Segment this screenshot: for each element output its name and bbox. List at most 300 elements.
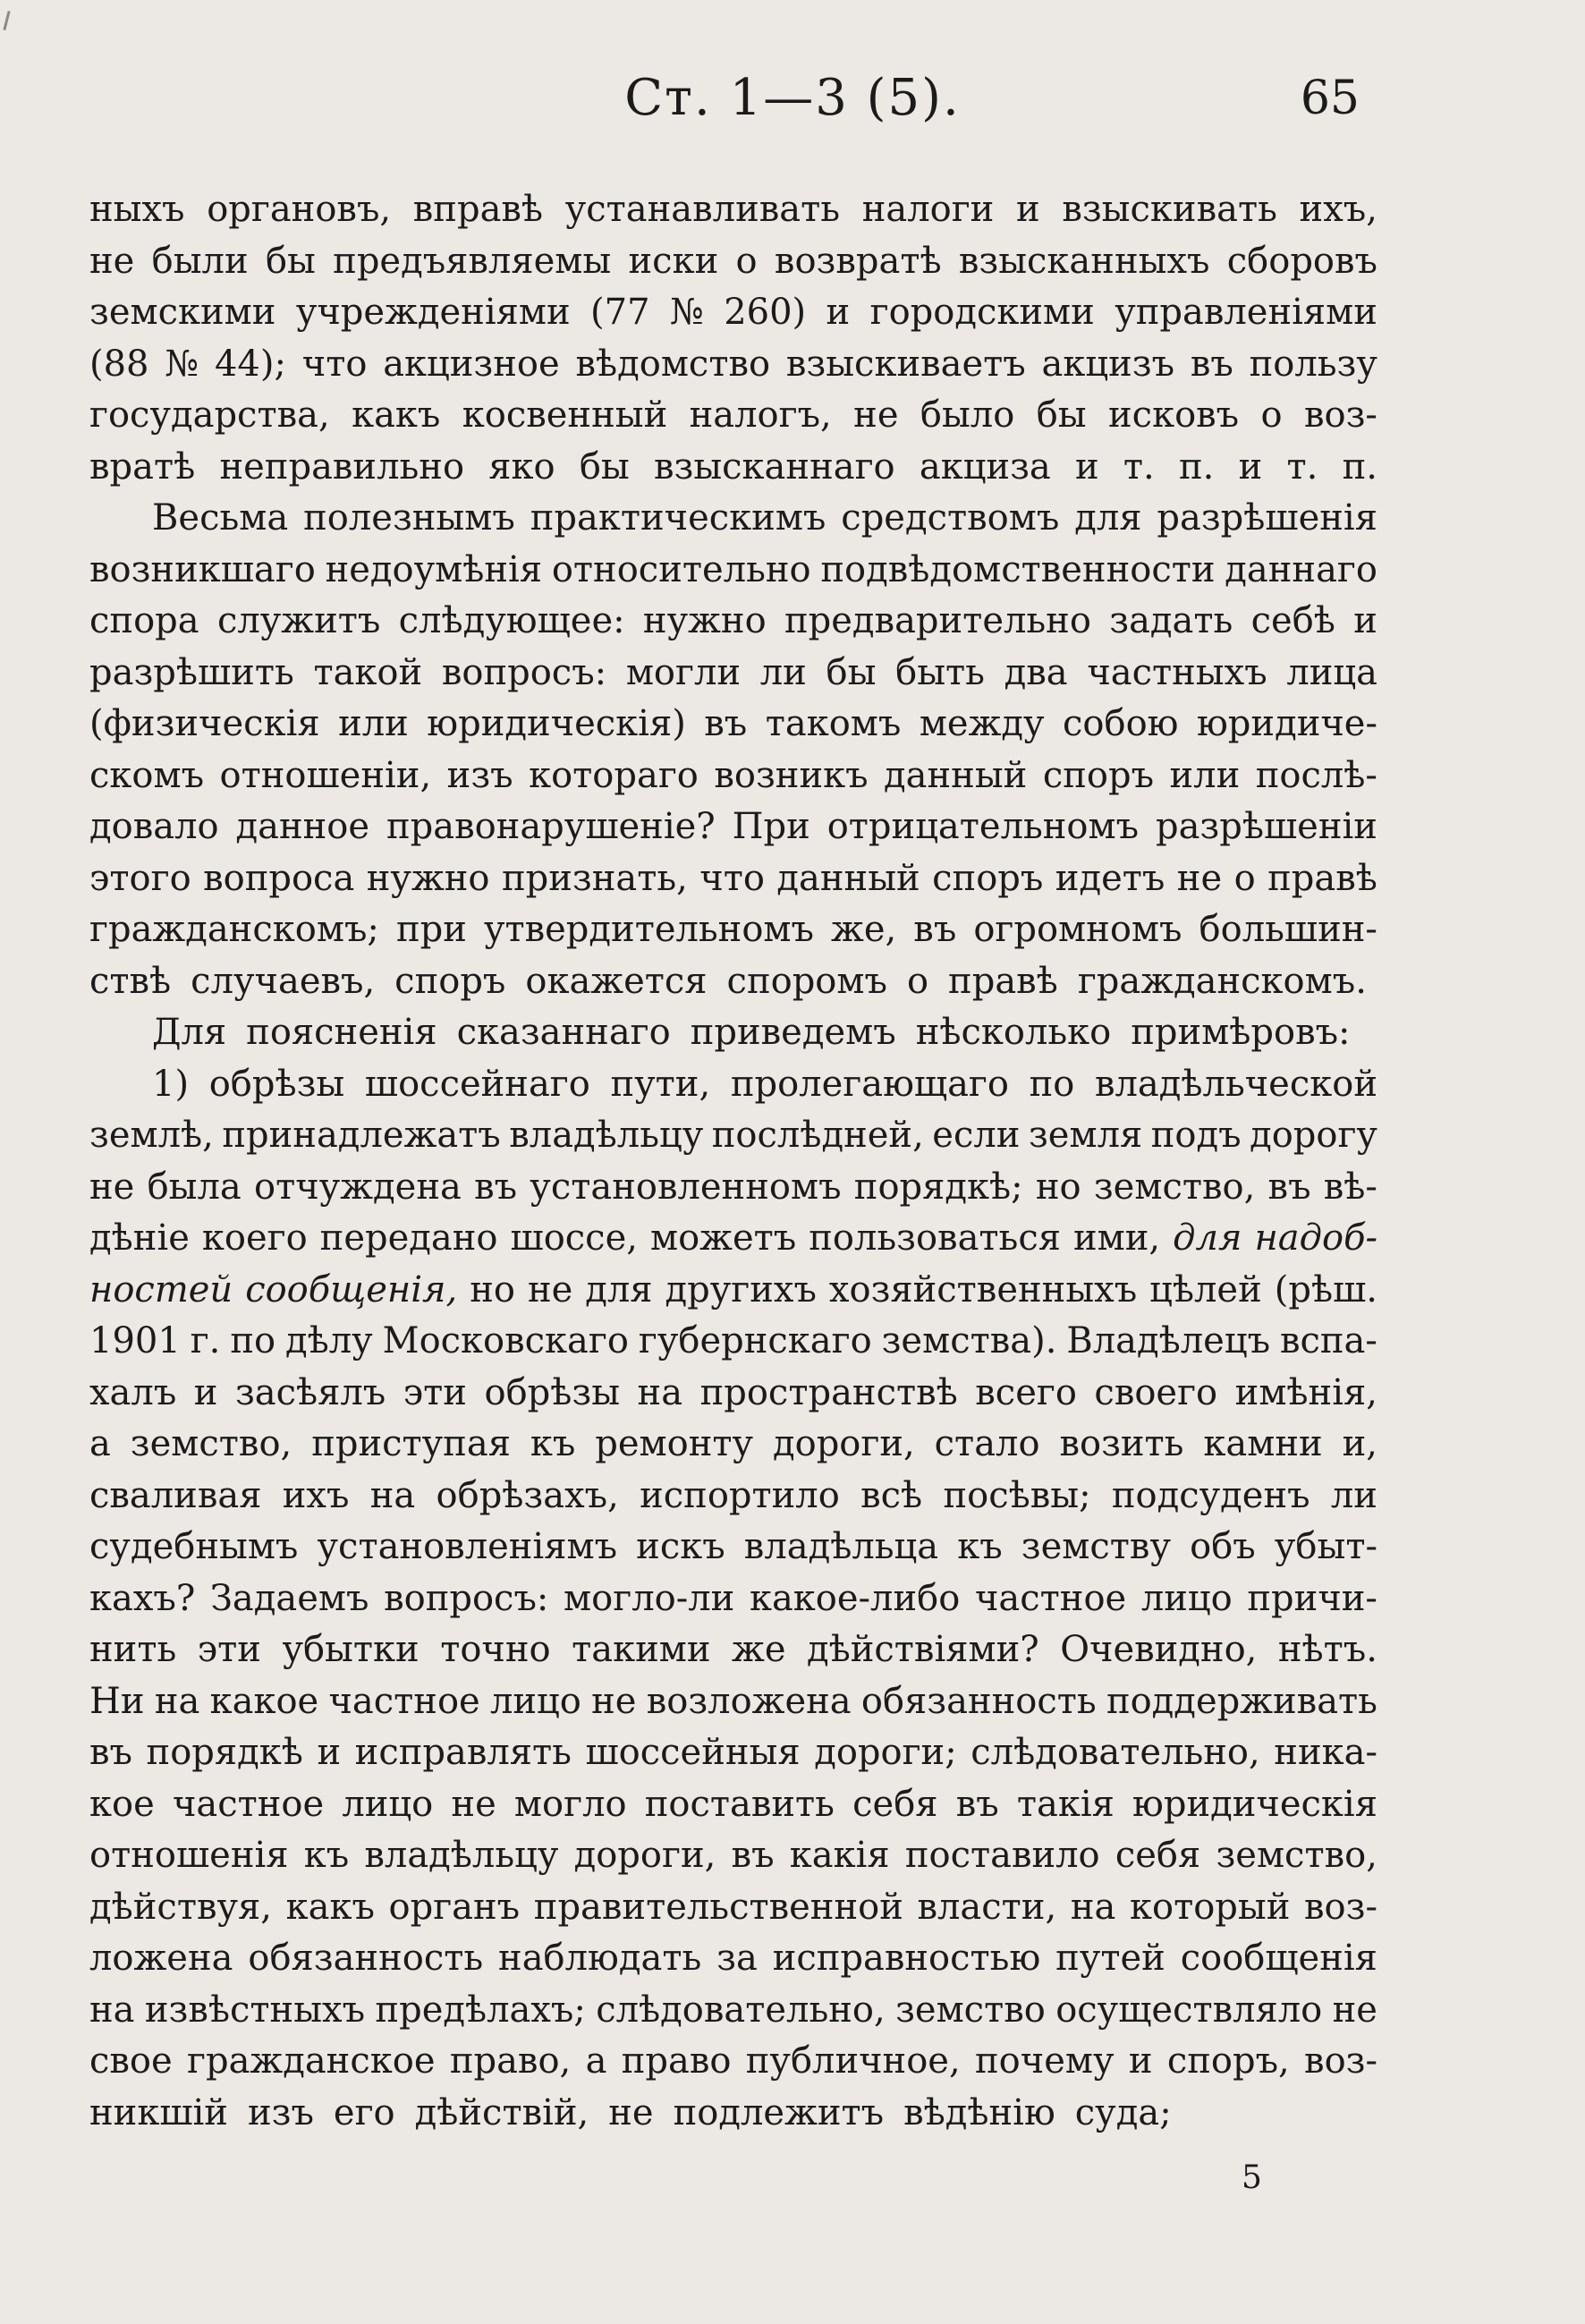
- word: на: [89, 1989, 135, 2031]
- word: установленномъ: [530, 1166, 842, 1208]
- word: какъ: [352, 394, 441, 436]
- word: не: [1332, 1989, 1377, 2031]
- text-line: [89, 1676, 1377, 1728]
- word: не: [1176, 857, 1223, 899]
- word: земство,: [130, 1423, 292, 1464]
- word: причи-: [1247, 1577, 1377, 1619]
- word: осуществляло: [1055, 1989, 1323, 2031]
- text-line: [89, 545, 1377, 597]
- word: косвенный: [462, 394, 668, 436]
- word: и: [826, 292, 851, 333]
- word: для: [1173, 1217, 1242, 1259]
- word: юридическія: [1132, 1783, 1377, 1825]
- word: вопроса: [203, 857, 355, 899]
- word: можетъ: [649, 1217, 797, 1259]
- word: разрѣшить: [89, 651, 294, 693]
- text-line: [89, 184, 1377, 236]
- word: бы: [265, 240, 316, 282]
- word: городскими: [869, 292, 1095, 333]
- word: акцизное: [383, 343, 560, 385]
- word: окажется: [525, 960, 708, 1002]
- word: дѣлу: [284, 1320, 373, 1361]
- word: данное: [235, 806, 370, 847]
- word: При: [732, 806, 810, 847]
- word: котораго: [529, 754, 699, 796]
- word: случаевъ,: [191, 960, 376, 1002]
- text-line: [89, 596, 1377, 648]
- word: его: [333, 2091, 395, 2133]
- word: разрѣшенія: [1157, 497, 1377, 539]
- word: служитъ: [216, 600, 381, 641]
- word: воз-: [1304, 1886, 1377, 1928]
- text-line: [89, 1059, 1377, 1111]
- word: вратѣ: [89, 445, 196, 488]
- word: взыскивать: [1062, 189, 1277, 230]
- text-line: [89, 751, 1377, 802]
- word: кое: [89, 1783, 155, 1825]
- word: ремонту: [595, 1423, 754, 1464]
- text-line: [89, 1573, 1377, 1625]
- word: какъ: [285, 1886, 375, 1928]
- word: пользоваться: [809, 1217, 1061, 1259]
- word: въ: [474, 1166, 518, 1208]
- word: если: [932, 1115, 1021, 1156]
- word: сказаннаго: [456, 1012, 671, 1053]
- word: споръ: [394, 960, 506, 1002]
- word: управленіями: [1115, 292, 1377, 333]
- word: данный: [884, 754, 1028, 796]
- word: шоссейнаго: [364, 1063, 590, 1105]
- word: такія: [1016, 1783, 1115, 1825]
- word: яко: [488, 445, 555, 488]
- word: данный: [776, 857, 920, 899]
- word: въ: [1190, 343, 1233, 385]
- text-line: [89, 1316, 1377, 1368]
- word: судебнымъ: [89, 1526, 299, 1567]
- word: предѣлахъ;: [375, 1989, 586, 2031]
- word: точно: [440, 1629, 551, 1670]
- word: земство,: [1093, 1166, 1256, 1208]
- word: ихъ,: [1299, 189, 1377, 230]
- text-line: [89, 1162, 1377, 1214]
- word: 1901: [89, 1320, 181, 1361]
- word: бы: [826, 651, 877, 693]
- word: гражданскомъ.: [1077, 960, 1367, 1002]
- word: и: [1016, 189, 1040, 230]
- word: въ: [1267, 1166, 1311, 1208]
- word: нить: [89, 1629, 177, 1670]
- word: сообщенія: [1180, 1938, 1377, 1979]
- word: дѣйствіями?: [806, 1629, 1039, 1670]
- word: путей: [1055, 1938, 1165, 1979]
- word: ныхъ: [89, 189, 185, 230]
- word: всего: [975, 1371, 1077, 1413]
- word: не: [451, 1783, 496, 1825]
- word: и: [193, 1371, 218, 1413]
- word: земство: [895, 1989, 1046, 2031]
- word: земства).: [881, 1320, 1057, 1361]
- word: но: [1035, 1166, 1081, 1208]
- word: подсуденъ: [1111, 1474, 1310, 1516]
- word: въ: [913, 909, 957, 950]
- word: обрѣзы: [484, 1371, 621, 1413]
- word: скомъ: [89, 754, 205, 796]
- word: юридическія): [427, 703, 686, 744]
- word: взысканныхъ: [958, 240, 1210, 282]
- word: лицо: [1140, 1577, 1233, 1619]
- word: налоги: [861, 189, 995, 230]
- word: этого: [89, 857, 191, 899]
- word: что: [699, 857, 765, 899]
- paper-speck: [3, 11, 10, 30]
- word: (77: [590, 292, 650, 333]
- word: т.: [1123, 445, 1155, 488]
- word: посѣвы;: [943, 1474, 1091, 1516]
- word: послѣ-: [1255, 754, 1377, 796]
- text-line: [89, 1213, 1377, 1265]
- word: (рѣш.: [1274, 1268, 1377, 1310]
- word: но: [470, 1268, 515, 1310]
- word: пространствѣ: [699, 1371, 958, 1413]
- word: пролегающаго: [730, 1063, 1009, 1105]
- word: не: [89, 1166, 135, 1208]
- word: цѣлей: [1149, 1268, 1262, 1310]
- word: быть: [895, 651, 985, 693]
- word: вѣдомство: [575, 343, 771, 385]
- word: о: [1233, 857, 1256, 899]
- word: относительно: [551, 548, 811, 590]
- word: большин-: [1199, 909, 1377, 950]
- word: сборовъ: [1226, 240, 1377, 282]
- word: публичное,: [745, 2040, 961, 2082]
- word: 260): [724, 292, 807, 333]
- word: такими: [572, 1629, 711, 1670]
- word: ложена: [89, 1938, 233, 1979]
- text-line: [89, 1933, 1377, 1985]
- word: Московскаго: [382, 1320, 629, 1361]
- word: коего: [201, 1217, 308, 1259]
- word: по: [1029, 1063, 1075, 1105]
- word: п.: [1342, 445, 1377, 488]
- word: вѣдѣнію: [903, 2091, 1055, 2133]
- word: какое-либо: [749, 1577, 961, 1619]
- text-line: [89, 1882, 1377, 1934]
- word: камни: [1203, 1423, 1323, 1464]
- text-line: [89, 648, 1377, 700]
- word: принадлежатъ: [222, 1115, 501, 1156]
- word: споръ,: [1166, 2040, 1290, 2082]
- word: Владѣлецъ: [1066, 1320, 1271, 1361]
- word: подъ: [1150, 1115, 1242, 1156]
- word: и: [1238, 445, 1263, 488]
- text-line: [89, 1419, 1377, 1471]
- word: что: [301, 343, 368, 385]
- word: могло: [513, 1783, 627, 1825]
- word: поддерживать: [1106, 1680, 1377, 1722]
- word: вопросъ:: [384, 1577, 549, 1619]
- text-line: [89, 2088, 1377, 2140]
- word: ника-: [1274, 1732, 1377, 1773]
- word: на: [369, 1474, 416, 1516]
- word: или: [1169, 754, 1241, 796]
- word: подвѣдомственности: [820, 548, 1216, 590]
- text-line: [89, 1368, 1377, 1420]
- word: суда;: [1074, 2091, 1172, 2133]
- text-line: [89, 699, 1377, 751]
- word: неправильно: [219, 445, 465, 488]
- word: 1): [152, 1063, 190, 1105]
- word: возникшаго: [89, 548, 316, 590]
- word: къ: [530, 1423, 576, 1464]
- word: земскими: [89, 292, 276, 333]
- word: №: [669, 292, 704, 333]
- word: нужно: [642, 600, 767, 641]
- word: ихъ: [282, 1474, 350, 1516]
- word: исправностью: [772, 1938, 1041, 1979]
- word: убыт-: [1274, 1526, 1377, 1567]
- word: такой: [313, 651, 423, 693]
- word: разрѣшеніи: [1155, 806, 1377, 847]
- word: ли: [1330, 1474, 1377, 1516]
- word: взыскиваетъ: [785, 343, 1026, 385]
- text-line: [89, 1007, 1377, 1059]
- page-number: 65: [1300, 72, 1360, 125]
- word: дороги;: [814, 1732, 957, 1773]
- word: же,: [831, 909, 897, 950]
- word: шоссейныя: [585, 1732, 801, 1773]
- word: налогъ,: [689, 394, 832, 436]
- word: правонарушеніе?: [386, 806, 716, 847]
- word: частное: [328, 1680, 480, 1722]
- word: практическимъ: [530, 497, 826, 539]
- word: не: [853, 394, 899, 436]
- word: порядкѣ;: [853, 1166, 1023, 1208]
- word: въ: [704, 703, 748, 744]
- word: халъ: [89, 1371, 177, 1413]
- word: собою: [1063, 703, 1179, 744]
- word: хозяйственныхъ: [828, 1268, 1138, 1310]
- word: и: [317, 1732, 342, 1773]
- word: №: [165, 343, 199, 385]
- word: о: [1260, 394, 1283, 436]
- word: пользу: [1249, 343, 1377, 385]
- word: вспа-: [1279, 1320, 1377, 1361]
- word: себя: [1115, 1835, 1201, 1876]
- text-line: [89, 1830, 1377, 1882]
- word: такомъ: [765, 703, 902, 744]
- word: т.: [1286, 445, 1318, 488]
- body-text: [89, 184, 1377, 2139]
- word: же: [732, 1629, 786, 1670]
- word: приведемъ: [690, 1012, 896, 1053]
- word: вопросъ:: [441, 651, 607, 693]
- word: г.: [190, 1320, 221, 1361]
- word: землѣ,: [89, 1115, 214, 1156]
- word: была: [147, 1166, 242, 1208]
- word: средствомъ: [841, 497, 1060, 539]
- word: владѣльцу: [509, 1115, 704, 1156]
- word: споромъ: [726, 960, 887, 1002]
- word: возложена: [646, 1680, 852, 1722]
- word: право: [621, 2040, 732, 2082]
- word: акцизъ: [1041, 343, 1175, 385]
- word: слѣдовательно,: [970, 1732, 1260, 1773]
- word: вѣ-: [1323, 1166, 1377, 1208]
- word: отношенія: [89, 1835, 289, 1876]
- word: ими,: [1072, 1217, 1161, 1259]
- text-line: [89, 853, 1377, 905]
- word: никшій: [89, 2091, 228, 2133]
- word: земству: [1021, 1526, 1171, 1567]
- word: или: [338, 703, 409, 744]
- text-line: [89, 1779, 1377, 1831]
- word: отрицательномъ: [826, 806, 1140, 847]
- word: право,: [449, 2040, 572, 2082]
- word: исковъ: [1108, 394, 1240, 436]
- word: идетъ: [1055, 857, 1165, 899]
- word: органъ: [388, 1886, 521, 1928]
- signature-mark: 5: [1242, 2159, 1262, 2196]
- word: почему: [975, 2040, 1115, 2082]
- word: правѣ: [948, 960, 1058, 1002]
- text-line: [89, 236, 1377, 288]
- text-line: [89, 956, 1377, 1008]
- word: могли: [625, 651, 742, 693]
- word: дорогу: [1250, 1115, 1377, 1156]
- text-line: [89, 904, 1377, 956]
- word: объ: [1190, 1526, 1256, 1567]
- word: о: [906, 960, 929, 1002]
- word: поставило: [904, 1835, 1100, 1876]
- word: стало: [934, 1423, 1040, 1464]
- word: органовъ,: [207, 189, 392, 230]
- word: гражданское: [187, 2040, 436, 2082]
- word: поставить: [644, 1783, 835, 1825]
- word: установленіямъ: [317, 1526, 618, 1567]
- word: приступая: [311, 1423, 511, 1464]
- text-line: [89, 1985, 1377, 2037]
- word: могло-ли: [564, 1577, 735, 1619]
- word: пути,: [610, 1063, 711, 1105]
- word: примѣровъ:: [1131, 1012, 1351, 1053]
- word: эти: [403, 1371, 467, 1413]
- word: дѣйствій,: [414, 2091, 589, 2133]
- word: эти: [197, 1629, 261, 1670]
- word: по: [230, 1320, 276, 1361]
- word: себѣ: [1250, 600, 1335, 641]
- word: поясненія: [246, 1012, 437, 1053]
- word: предъявляемы: [333, 240, 612, 282]
- word: извѣстныхъ: [144, 1989, 366, 2031]
- word: Весьма: [152, 497, 289, 539]
- word: нѣсколько: [915, 1012, 1112, 1053]
- word: даннаго: [1225, 548, 1377, 590]
- word: не: [608, 2091, 654, 2133]
- word: (88: [89, 343, 149, 385]
- word: и: [1128, 2040, 1153, 2082]
- word: 44);: [214, 343, 286, 385]
- word: правѣ: [1267, 857, 1377, 899]
- word: довало: [89, 806, 219, 847]
- word: а: [585, 2040, 607, 2082]
- word: въ: [89, 1732, 132, 1773]
- word: къ: [957, 1526, 1003, 1567]
- word: воз-: [1304, 2040, 1377, 2082]
- word: частное: [974, 1577, 1127, 1619]
- word: обязанность: [860, 1680, 1097, 1722]
- word: власти,: [917, 1886, 1057, 1928]
- word: слѣдующее:: [398, 600, 625, 641]
- word: были: [151, 240, 249, 282]
- word: сообщенія,: [245, 1268, 458, 1310]
- word: убытки: [282, 1629, 420, 1670]
- word: полезнымъ: [303, 497, 515, 539]
- word: надоб-: [1254, 1217, 1377, 1259]
- text-line: [89, 287, 1377, 339]
- text-line: [89, 1471, 1377, 1522]
- word: въ: [731, 1835, 775, 1876]
- word: бы: [1036, 394, 1087, 436]
- word: Для: [152, 1012, 227, 1053]
- word: губернскаго: [638, 1320, 872, 1361]
- word: послѣдней,: [711, 1115, 924, 1156]
- text-line: [89, 339, 1377, 391]
- word: какое: [209, 1680, 319, 1722]
- word: дороги,: [772, 1423, 915, 1464]
- word: наблюдать: [498, 1938, 702, 1979]
- word: Очевидно,: [1060, 1629, 1258, 1670]
- word: передано: [319, 1217, 498, 1259]
- word: изъ: [247, 2091, 314, 2133]
- word: какія: [789, 1835, 890, 1876]
- word: за: [716, 1938, 758, 1979]
- word: свое: [89, 2040, 173, 2082]
- word: два: [1004, 651, 1068, 693]
- word: земля: [1028, 1115, 1143, 1156]
- word: другихъ: [665, 1268, 817, 1310]
- word: Задаемъ: [209, 1577, 369, 1619]
- text-line: [89, 802, 1377, 853]
- word: утвердительномъ: [483, 909, 814, 950]
- word: частное: [172, 1783, 325, 1825]
- word: не: [591, 1680, 637, 1722]
- word: владѣльца: [743, 1526, 939, 1567]
- word: ли: [759, 651, 807, 693]
- word: слѣдовательно,: [596, 1989, 886, 2031]
- word: признать,: [501, 857, 688, 899]
- word: гражданскомъ;: [89, 909, 379, 950]
- text-line: [89, 493, 1377, 545]
- word: подлежитъ: [673, 2091, 885, 2133]
- text-line: [89, 1727, 1377, 1779]
- word: нѣтъ.: [1277, 1629, 1377, 1670]
- text-line: [89, 1110, 1377, 1162]
- running-head: [0, 63, 1585, 134]
- text-line: [89, 1265, 1377, 1317]
- word: исправлять: [354, 1732, 572, 1773]
- word: всѣ: [860, 1474, 923, 1516]
- word: владѣльцу: [364, 1835, 559, 1876]
- word: на: [1070, 1886, 1116, 1928]
- word: своего: [1094, 1371, 1218, 1413]
- word: для: [585, 1268, 653, 1310]
- word: иски: [628, 240, 719, 282]
- word: акциза: [919, 445, 1051, 488]
- word: бы: [579, 445, 630, 488]
- word: огромномъ: [973, 909, 1182, 950]
- word: который: [1129, 1886, 1291, 1928]
- word: изъ: [446, 754, 513, 796]
